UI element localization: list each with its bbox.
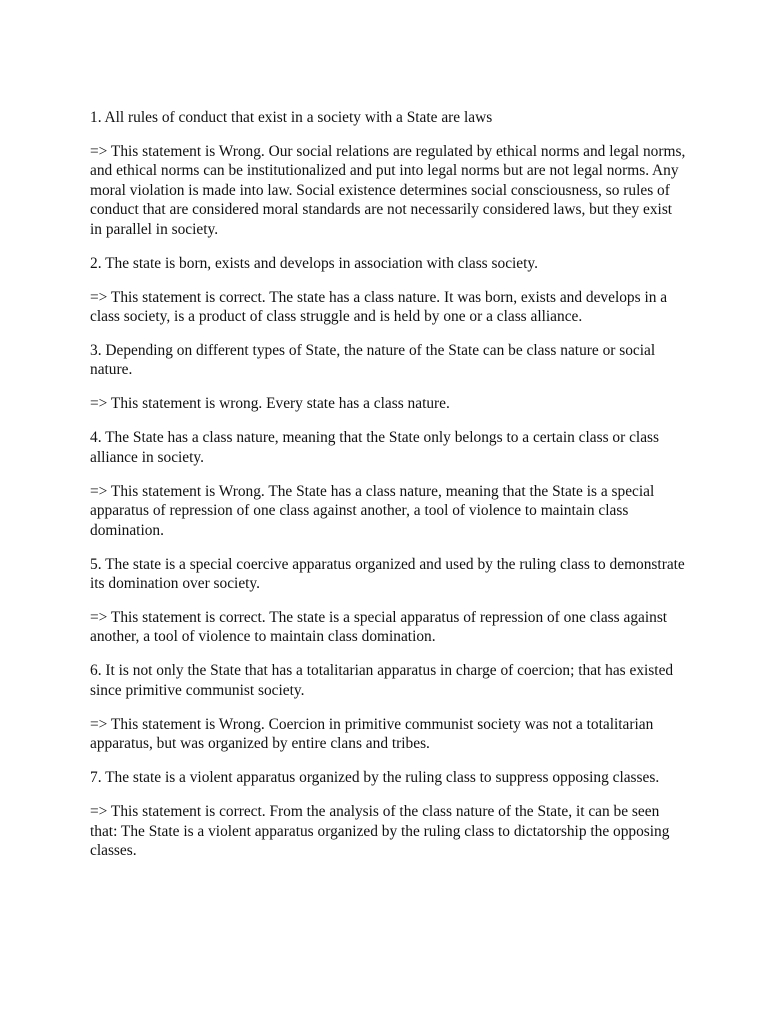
statement-6: 6. It is not only the State that has a totalitarian apparatus in charge of coercion; that has existed since primitive communist society.: [90, 662, 674, 699]
answer-1: => This statement is Wrong. Our social relations are regulated by ethical norms and legal norms, and ethical norms can be institutionalized and put into legal norms but are not legal norms. Any moral violation is made into law. Social existence determines social consciousness, so rules of conduct that are considered moral standards are not necessarily considered laws, but they exist in parallel in society.: [90, 143, 686, 238]
answer-6: => This statement is Wrong. Coercion in primitive communist society was not a totalitarian apparatus, but was organized by entire clans and tribes.: [90, 715, 654, 753]
statement-3: 3. Depending on different types of State, the nature of the State can be class nature or social nature.: [90, 342, 656, 379]
answer-4: => This statement is Wrong. The State has a class nature, meaning that the State is a special apparatus of repression of one class against another, a tool of violence to maintain class domination.: [90, 482, 655, 539]
answer-3: => This statement is wrong. Every state has a class nature.: [90, 395, 450, 413]
statement-4: 4. The State has a class nature, meaning that the State only belongs to a certain class or class alliance in society.: [90, 429, 660, 466]
statement-2: 2. The state is born, exists and develops in association with class society.: [90, 254, 538, 272]
answer-5: => This statement is correct. The state is a special apparatus of repression of one class against another, a tool of violence to maintain class domination.: [90, 609, 668, 646]
answer-2: => This statement is correct. The state has a class nature. It was born, exists and develops in a class society, is a product of class struggle and is held by one or a class alliance.: [90, 288, 668, 326]
document-page: [90, 108, 686, 875]
statement-1: 1. All rules of conduct that exist in a society with a State are laws: [90, 109, 493, 126]
statement-5: 5. The state is a special coercive apparatus organized and used by the ruling class to demonstrate its domination over society.: [90, 555, 685, 593]
answer-7: => This statement is correct. From the analysis of the class nature of the State, it can be seen that: The State is a violent apparatus organized by the ruling class to dictatorship the opposing classes.: [90, 803, 670, 860]
statement-7: 7. The state is a violent apparatus organized by the ruling class to suppress opposing classes.: [90, 769, 660, 787]
